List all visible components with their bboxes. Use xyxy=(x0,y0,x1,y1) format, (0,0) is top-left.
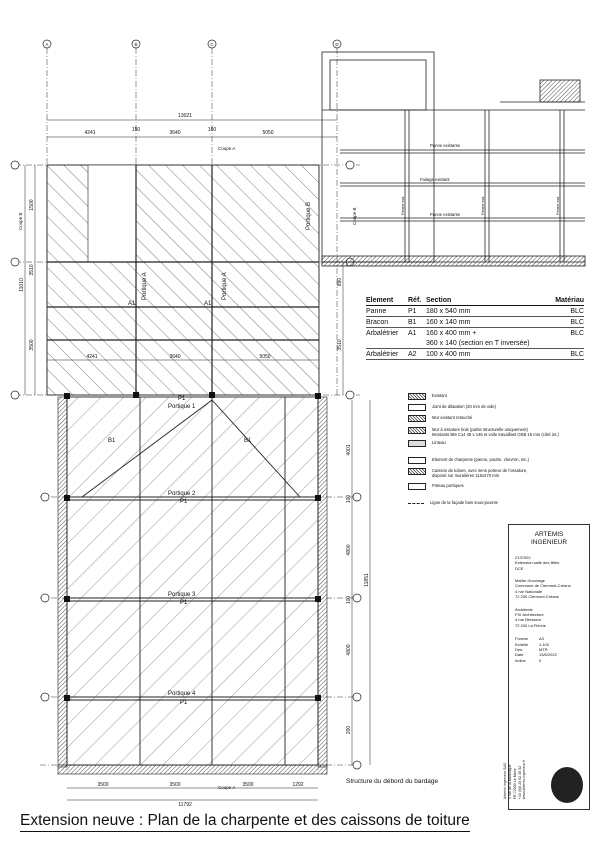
dim-bottom-seg: 3500 xyxy=(97,782,109,788)
table-row xyxy=(366,338,584,349)
portique-ab-label: Portique A xyxy=(222,272,228,300)
legend-item xyxy=(408,393,559,404)
dim-bottom-seg: 3500 xyxy=(242,782,254,788)
legend-label: Linteau xyxy=(432,439,446,445)
legend-label: Caisson de toiture, avec sens porteur de l'ossature, disposé sur muralières 115x270 mm xyxy=(432,467,528,478)
dim-left: 3500 xyxy=(29,339,35,351)
meta-key: Echelle xyxy=(515,641,529,647)
portique-label: Portique 4 xyxy=(168,691,196,697)
legend-item xyxy=(408,427,559,440)
existing-label: Ferme ext. xyxy=(480,195,485,215)
meta-value: 0 xyxy=(539,657,542,663)
cell: A2 xyxy=(408,350,417,358)
cell: 180 x 540 mm xyxy=(426,307,471,315)
meta-value: 1:100 xyxy=(539,641,550,647)
portique-label: Portique 1 xyxy=(168,404,196,410)
legend-swatch xyxy=(408,404,426,411)
portique-label: Portique 3 xyxy=(168,592,196,598)
b-tag: B1 xyxy=(244,438,252,444)
cell: BLC xyxy=(570,307,584,315)
existing-label: Ferme ext. xyxy=(555,195,560,215)
dim-total-top: 13021 xyxy=(178,113,192,119)
dim-right-total: 11851 xyxy=(364,573,370,587)
grid-label: A xyxy=(45,42,49,47)
meta-value: MTR xyxy=(539,646,548,652)
th-materiau: Matériau xyxy=(555,296,584,304)
legend-label: Mur à ossature bois (partie structurelle uniquement) Montants BM C14 45 x 145 et voile travaillant OSB 15 mm (côté int.) xyxy=(432,426,559,437)
table-header xyxy=(366,295,584,306)
cell: Arbalétrier xyxy=(366,329,399,337)
title-block xyxy=(502,524,590,810)
coupe-b-label: Coupe B xyxy=(352,207,357,225)
legend-swatch xyxy=(408,468,426,475)
legend-swatch xyxy=(408,393,426,400)
meta-key: Indice xyxy=(515,657,526,663)
dim-left: 11010 xyxy=(19,278,25,292)
legend-item xyxy=(408,404,559,415)
dim-right: 3510 xyxy=(337,339,343,351)
meta-row xyxy=(515,658,589,663)
existing-label: Faitage existant xyxy=(420,177,450,182)
a-tag: A1 xyxy=(128,301,136,307)
element-table xyxy=(366,295,584,360)
legend-dash xyxy=(408,503,424,504)
drawing-title: Extension neuve : Plan de la charpente et des caissons de toiture xyxy=(20,812,470,832)
dim-top-seg: 3640 xyxy=(169,130,181,136)
a-tag: A1 xyxy=(204,301,212,307)
cell: Panne xyxy=(366,307,387,315)
meta-key: Des. xyxy=(515,646,524,652)
dim-bottom-seg: 3500 xyxy=(169,782,181,788)
dim-right-chain: 100 xyxy=(346,494,352,504)
grid-label: B xyxy=(134,42,138,47)
dim-bottom-total: 11792 xyxy=(178,802,192,808)
th-section: Section xyxy=(426,296,452,304)
p-tag: P1 xyxy=(180,600,188,606)
grid-labels xyxy=(45,42,339,47)
meta-value: A3 xyxy=(539,636,544,642)
legend-label: Element de charpente (panne, poutre, chevron, etc.) xyxy=(432,456,530,462)
cell: Bracon xyxy=(366,318,389,326)
legend xyxy=(408,393,559,511)
dim-mid-seg: 5050 xyxy=(259,354,271,360)
p-tag: P1 xyxy=(178,396,186,402)
company-logo-icon xyxy=(551,767,583,803)
legend-label: Joint de dilatation (20 mm de vide) xyxy=(432,404,497,410)
legend-label: Ligne de la façade bois sous-jacente xyxy=(430,500,498,506)
p-tag: P1 xyxy=(180,700,188,706)
dim-mid-seg: 3640 xyxy=(169,354,181,360)
project-code: 2137002 xyxy=(515,554,531,560)
legend-label: Poteau portiques xyxy=(432,482,464,488)
th-ref: Réf. xyxy=(408,296,422,304)
p-tag: P1 xyxy=(180,499,188,505)
arch-title: Architecte xyxy=(515,606,533,612)
th-element: Element xyxy=(366,296,394,304)
legend-swatch xyxy=(408,483,426,490)
table-row xyxy=(366,317,584,328)
legend-item xyxy=(408,483,559,494)
legend-item xyxy=(408,440,559,451)
coupe-a-label: Coupe A xyxy=(218,146,236,151)
dim-right-chain: 4001 xyxy=(346,444,352,456)
moa-title: Maître d'ouvrage xyxy=(515,578,545,584)
project-name: Extension salle des fêtes DCE xyxy=(515,560,560,571)
dim-top-seg: 4241 xyxy=(84,130,96,136)
dim-top-seg: 150 xyxy=(207,127,217,133)
cell: BLC xyxy=(570,318,584,326)
existing-label: Panne existante xyxy=(430,212,461,217)
meta-value: 13/6/2022 xyxy=(539,652,557,658)
cell: 160 x 400 mm + xyxy=(426,329,477,337)
existing-label: Panne existante xyxy=(430,143,461,148)
dim-left: 1500 xyxy=(29,199,35,211)
meta-key: Format xyxy=(515,636,528,642)
cell: P1 xyxy=(408,307,417,315)
grid-label: D xyxy=(335,42,339,47)
dim-right-chain: 200 xyxy=(346,725,352,735)
cell: 100 x 400 mm xyxy=(426,350,471,358)
legend-item xyxy=(408,415,559,426)
cell: BLC xyxy=(570,350,584,358)
company-name: ARTEMIS INGENIEUR xyxy=(530,531,568,547)
cell: Arbalétrier xyxy=(366,350,399,358)
table-row xyxy=(366,349,584,360)
legend-swatch xyxy=(408,440,426,447)
cell: B1 xyxy=(408,318,417,326)
legend-swatch xyxy=(408,427,426,434)
cell: 160 x 140 mm xyxy=(426,318,471,326)
arch-details: PIX Architecture 4 rue Bresseur 72 200 La Flèche xyxy=(515,612,546,628)
legend-item xyxy=(408,468,559,483)
meta-block xyxy=(509,636,589,663)
moa-details: Commune de Clermont-Créans 4 rue Nationale 72 200 Clermont-Créans xyxy=(515,583,571,600)
coupe-b-label: Coupe B xyxy=(18,212,23,230)
table-row xyxy=(366,328,584,338)
dim-right-chain: 100 xyxy=(346,595,352,605)
portique-ab-label: Portique A xyxy=(142,272,148,300)
portique-label: Portique 2 xyxy=(168,491,196,497)
grid-label: C xyxy=(210,42,214,47)
cell: 360 x 140 (section en T inversée) xyxy=(426,339,530,347)
structure-note: Structure du débord du bardage xyxy=(346,778,439,785)
cell: A1 xyxy=(408,329,417,337)
legend-label: Mur existant retouché xyxy=(432,415,473,421)
dim-bottom-seg: 1292 xyxy=(292,782,304,788)
legend-swatch xyxy=(408,457,426,464)
portique-ab-label: Portique B xyxy=(306,201,312,230)
legend-swatch xyxy=(408,415,426,422)
meta-key: Date xyxy=(515,652,524,658)
table-row xyxy=(366,306,584,317)
dim-mid-seg: 4241 xyxy=(86,354,98,360)
cell: BLC xyxy=(570,329,584,337)
existing-label: Ferme ext. xyxy=(400,195,405,215)
dim-right-chain: 4800 xyxy=(346,544,352,556)
dim-top-seg: 150 xyxy=(131,127,141,133)
dim-top-seg: 5050 xyxy=(262,130,274,136)
legend-label: Existant xyxy=(432,393,447,398)
legend-item xyxy=(408,500,559,511)
company-address: Artemis Ingenieur SAS 3 rue de la Martinique FR-72000 Le Mans +33 (0)6 20 62 35 52 www.artemis-ingenieur.fr xyxy=(502,759,527,799)
dim-right: 890 xyxy=(337,277,343,287)
dim-left: 3510 xyxy=(29,264,35,276)
dim-right-chain: 4800 xyxy=(346,644,352,656)
legend-item xyxy=(408,457,559,468)
b-tag: B1 xyxy=(108,438,116,444)
coupe-a-label: Coupe A xyxy=(218,785,236,790)
